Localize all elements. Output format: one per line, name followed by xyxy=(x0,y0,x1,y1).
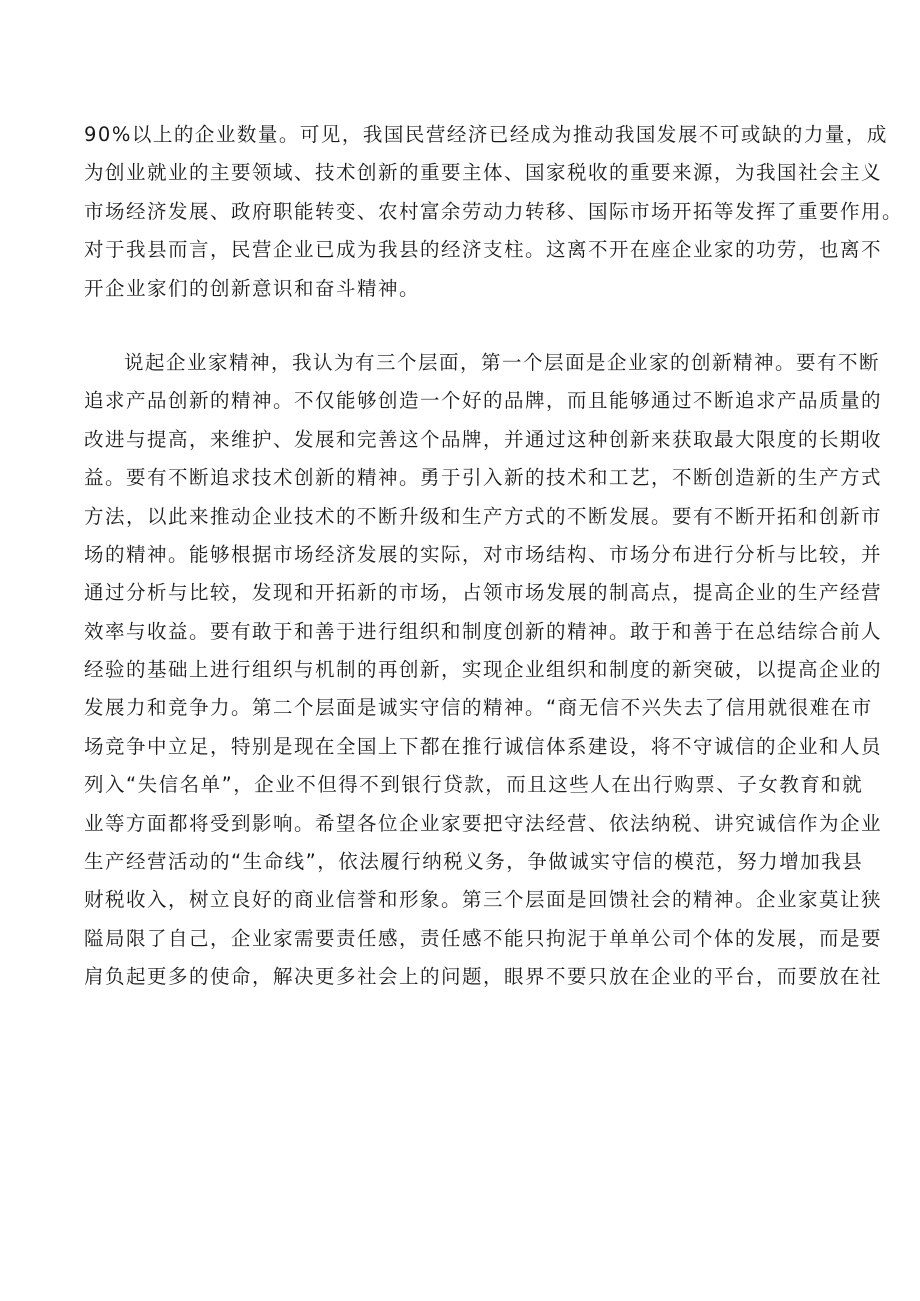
text-line: 通过分析与比较，发现和开拓新的市场，占领市场发展的制高点，提高企业的生产经营 xyxy=(84,581,883,605)
text-line: 改进与提高，来维护、发展和完善这个品牌，并通过这种创新来获取最大限度的长期收 xyxy=(84,427,883,451)
text-line: 90%以上的企业数量。可见，我国民营经济已经成为推动我国发展不可或缺的力量，成 xyxy=(84,123,888,146)
paragraph-2 xyxy=(84,344,883,997)
text-line: 隘局限了自己，企业家需要责任感，责任感不能只拘泥于单单公司个体的发展，而是要 xyxy=(84,926,883,950)
text-line-indented: 说起企业家精神，我认为有三个层面，第一个层面是企业家的创新精神。要有不断 xyxy=(124,350,881,374)
text-line: 追求产品创新的精神。不仅能够创造一个好的品牌，而且能够通过不断追求产品质量的 xyxy=(84,389,883,413)
text-line: 市场经济发展、政府职能转变、农村富余劳动力转移、国际市场开拓等发挥了重要作用。 xyxy=(84,199,904,223)
text-line: 生产经营活动的“生命线”，依法履行纳税义务，争做诚实守信的模范，努力增加我县 xyxy=(84,850,864,874)
text-line: 场的精神。能够根据市场经济发展的实际，对市场结构、市场分布进行分析与比较，并 xyxy=(84,542,883,566)
text-line: 业等方面都将受到影响。希望各位企业家要把守法经营、依法纳税、讲究诚信作为企业 xyxy=(84,811,883,835)
document-body xyxy=(84,116,904,997)
text-line: 肩负起更多的使命，解决更多社会上的问题，眼界不要只放在企业的平台，而要放在社 xyxy=(84,965,883,989)
text-line: 开企业家们的创新意识和奋斗精神。 xyxy=(84,276,421,300)
text-line: 经验的基础上进行组织与机制的再创新，实现企业组织和制度的新突破，以提高企业的 xyxy=(84,658,883,682)
text-line: 效率与收益。要有敢于和善于进行组织和制度创新的精神。敢于和善于在总结综合前人 xyxy=(84,619,883,643)
text-line: 场竞争中立足，特别是现在全国上下都在推行诚信体系建设，将不守诚信的企业和人员 xyxy=(84,734,883,758)
text-line: 发展力和竞争力。第二个层面是诚实守信的精神。“商无信不兴失去了信用就很难在市 xyxy=(84,696,873,720)
text-line: 对于我县而言，民营企业已成为我县的经济支柱。这离不开在座企业家的功劳，也离不 xyxy=(84,238,883,262)
text-line: 为创业就业的主要领域、技术创新的重要主体、国家税收的重要来源，为我国社会主义 xyxy=(84,161,883,185)
paragraph-1 xyxy=(84,116,904,308)
text-line: 益。要有不断追求技术创新的精神。勇于引入新的技术和工艺，不断创造新的生产方式 xyxy=(84,466,883,490)
paragraph-gap xyxy=(84,308,844,344)
text-line: 方法，以此来推动企业技术的不断升级和生产方式的不断发展。要有不断开拓和创新市 xyxy=(84,504,883,528)
text-line: 列入“失信名单”，企业不但得不到银行贷款，而且这些人在出行购票、子女教育和就 xyxy=(84,773,864,797)
text-line: 财税收入，树立良好的商业信誉和形象。第三个层面是回馈社会的精神。企业家莫让狭 xyxy=(84,888,883,912)
